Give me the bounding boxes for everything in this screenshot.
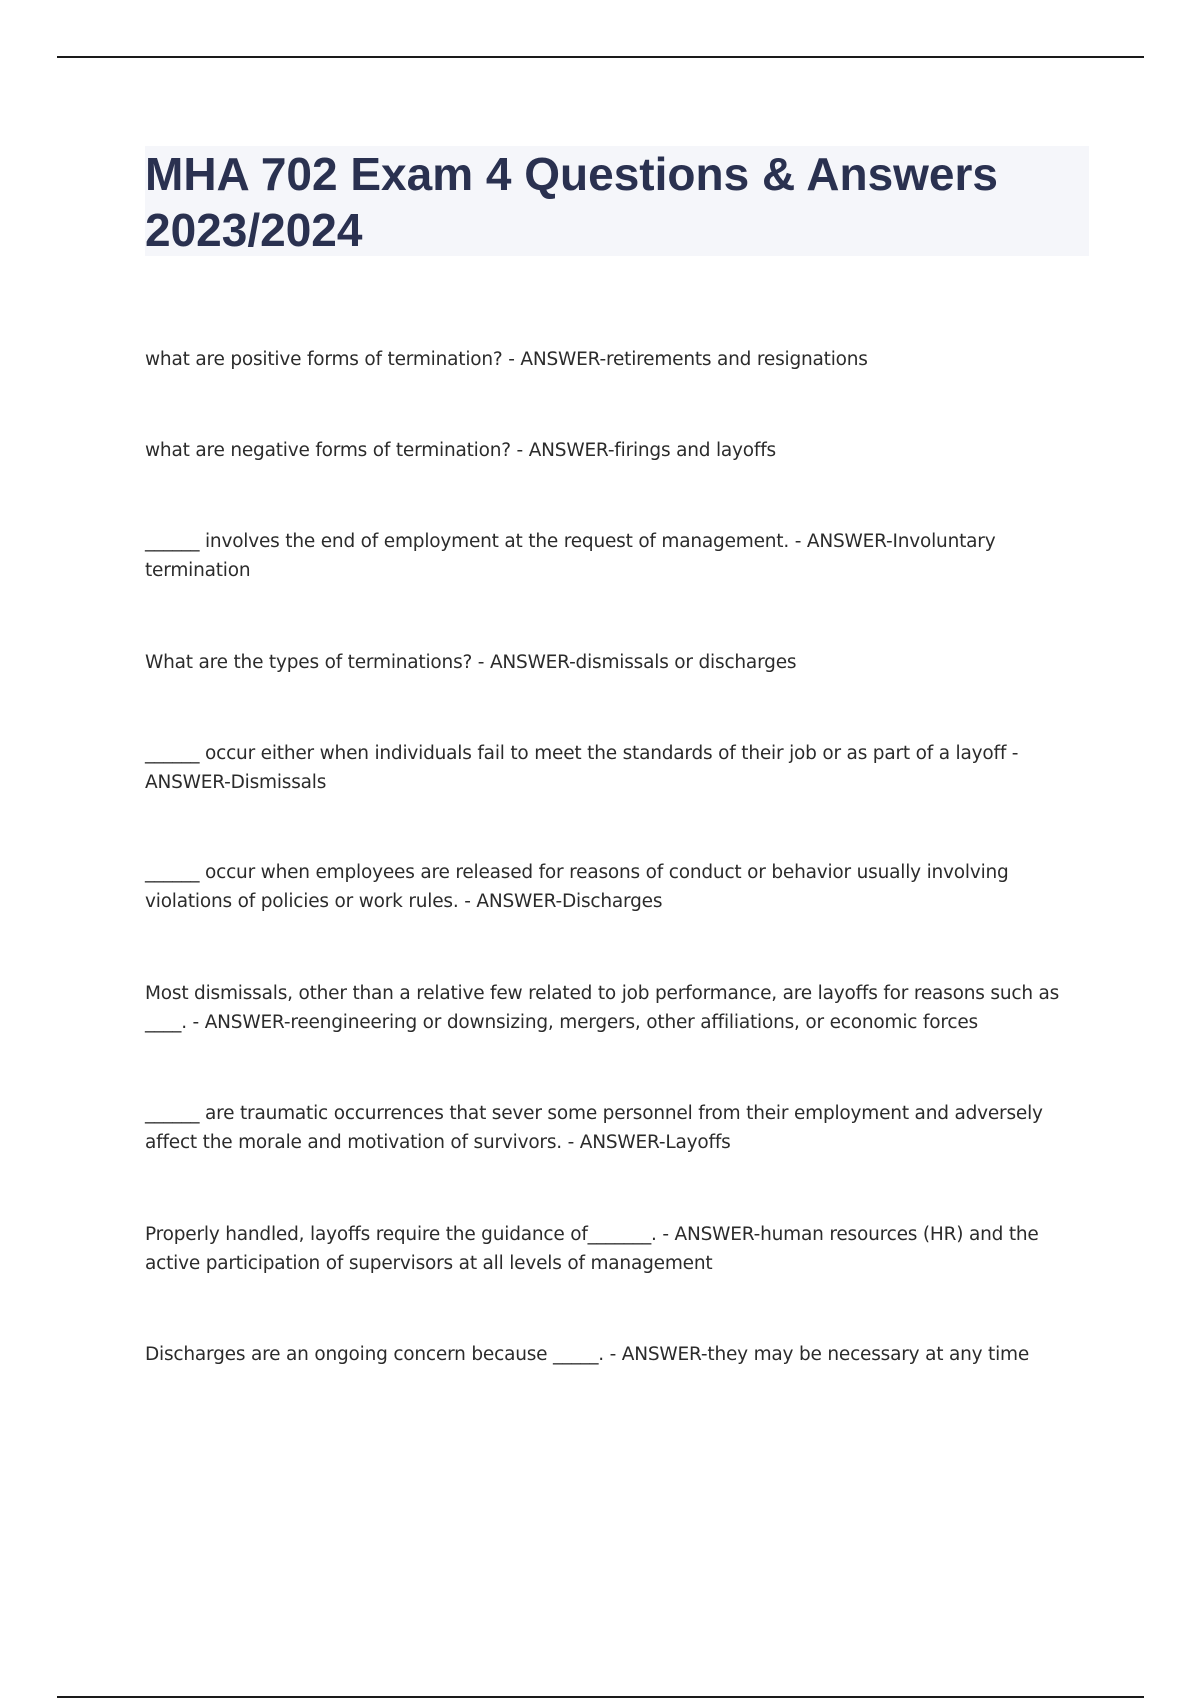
header-rule [57, 56, 1144, 58]
qa-item-9: Properly handled, layoffs require the guidance of_______. - ANSWER-human resources (HR) and the active participation of supervisors at all levels of management [145, 1224, 1039, 1274]
qa-item-6: ______ occur when employees are released for reasons of conduct or behavior usually involving violations of policies or work rules. - ANSWER-Discharges [145, 862, 1009, 912]
qa-item-5: ______ occur either when individuals fail to meet the standards of their job or as part of a layoff - ANSWER-Dismissals [145, 743, 1019, 793]
document-title: MHA 702 Exam 4 Questions & Answers 2023/2024 [145, 148, 998, 256]
qa-item-2: what are negative forms of termination? - ANSWER-firings and layoffs [145, 440, 776, 461]
qa-item-7: Most dismissals, other than a relative few related to job performance, are layoffs for reasons such as ____. - ANSWER-reengineering or downsizing, mergers, other affiliations, or economic forces [145, 983, 1060, 1033]
qa-item-4: What are the types of terminations? - ANSWER-dismissals or discharges [145, 652, 797, 673]
qa-item-10: Discharges are an ongoing concern because _____. - ANSWER-they may be necessary at any time [145, 1344, 1030, 1365]
qa-item-8: ______ are traumatic occurrences that sever some personnel from their employment and adversely affect the morale and motivation of survivors. - ANSWER-Layoffs [145, 1103, 1043, 1153]
title-banner [145, 146, 1089, 256]
qa-item-3: ______ involves the end of employment at the request of management. - ANSWER-Involuntary termination [145, 531, 996, 581]
footer-rule [57, 1696, 1144, 1698]
qa-item-1: what are positive forms of termination? - ANSWER-retirements and resignations [145, 349, 868, 370]
